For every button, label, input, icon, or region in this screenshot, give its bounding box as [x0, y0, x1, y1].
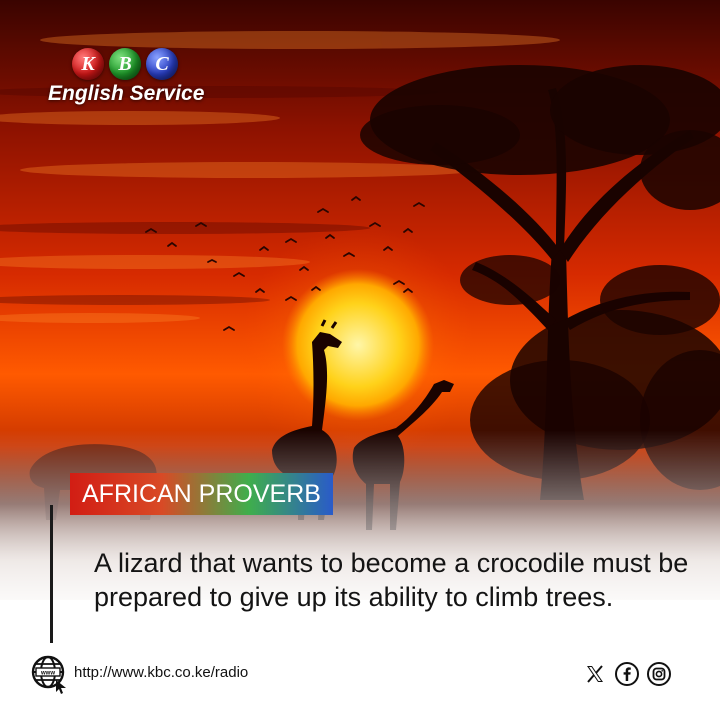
- instagram-icon[interactable]: [646, 661, 672, 687]
- social-icons: [582, 661, 672, 687]
- facebook-icon[interactable]: [614, 661, 640, 687]
- kbc-logo: [48, 44, 218, 114]
- logo-letter-k: K: [72, 48, 104, 80]
- category-tag: AFRICAN PROVERB: [70, 473, 333, 515]
- logo-letter-b: B: [109, 48, 141, 80]
- logo-balls: [72, 48, 202, 80]
- globe-icon[interactable]: [30, 654, 70, 694]
- website-link[interactable]: http://www.kbc.co.ke/radio: [74, 664, 249, 681]
- service-name: English Service: [48, 82, 205, 105]
- proverb-text: A lizard that wants to become a crocodile must be prepared to give up its ability to climb trees.: [94, 548, 689, 612]
- logo-letter-c: C: [146, 48, 178, 80]
- svg-text:www: www: [40, 670, 56, 677]
- x-icon[interactable]: [582, 661, 608, 687]
- footer: [30, 654, 690, 694]
- quote-bar: [50, 505, 53, 643]
